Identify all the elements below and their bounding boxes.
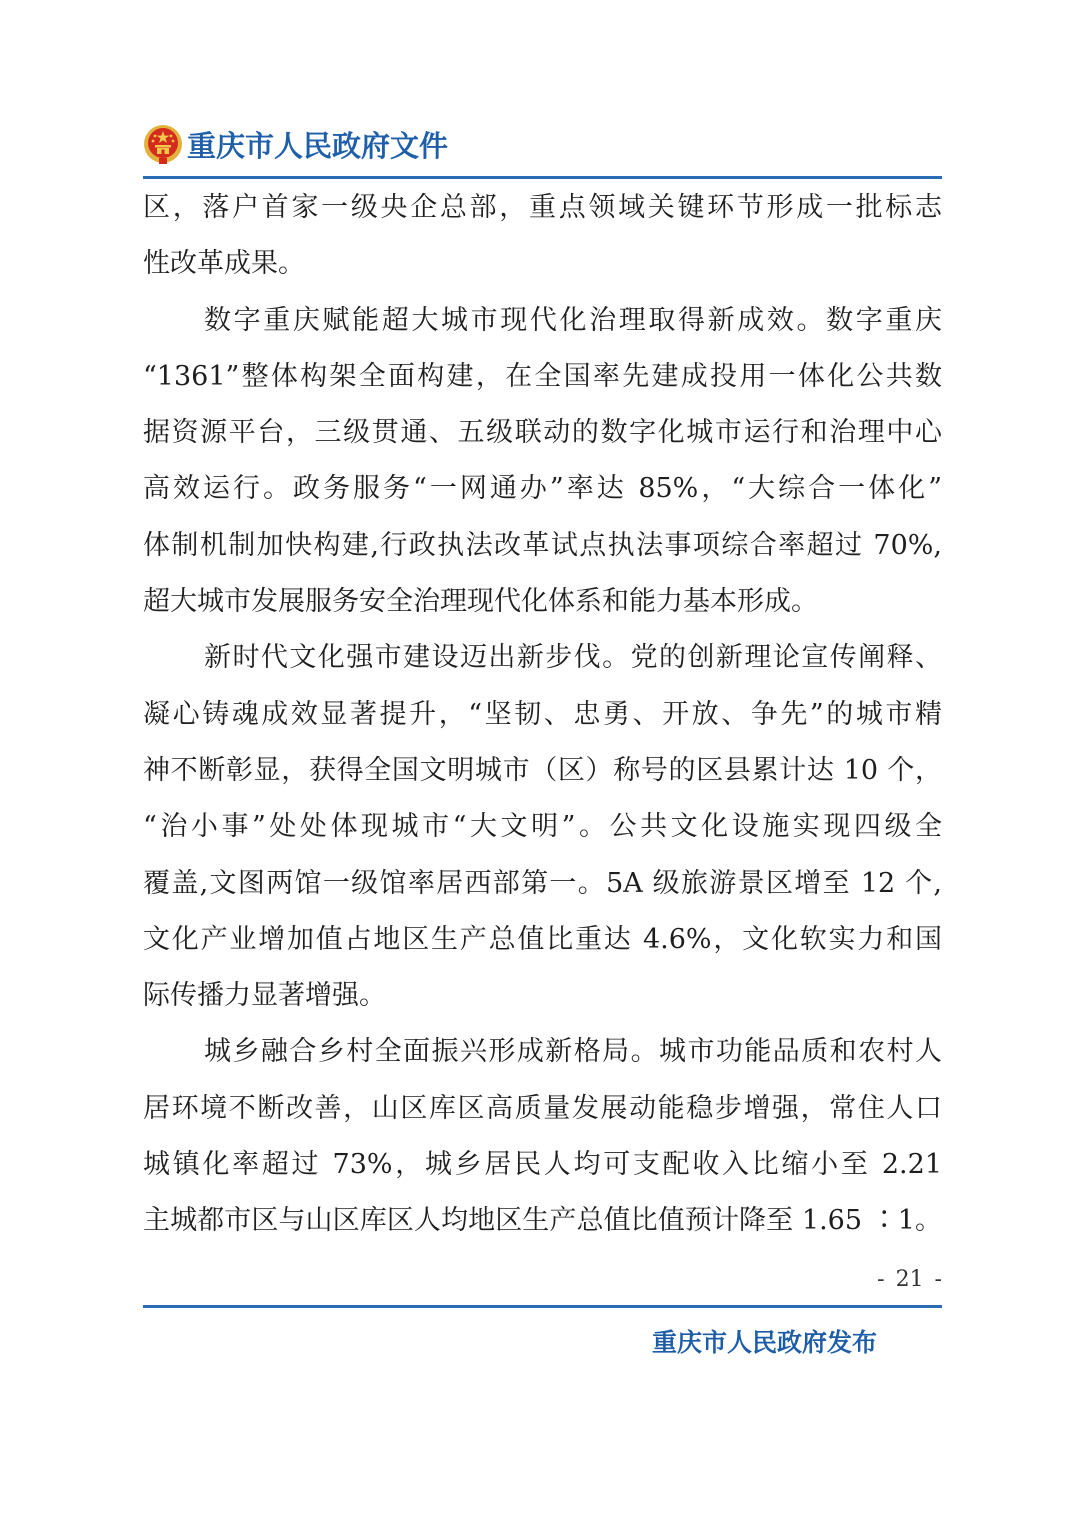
- text-line: “1361”整体构架全面构建，在全国率先建成投用一体化公共数: [143, 360, 942, 392]
- page-number: - 21 -: [877, 1267, 942, 1292]
- text-line: 覆盖,文图两馆一级馆率居西部第一。5A 级旅游景区增至 12 个,: [143, 867, 942, 899]
- paragraph: [143, 293, 942, 631]
- text-line: 际传播力显著增强。: [143, 980, 386, 1012]
- text-line: 新时代文化强市建设迈出新步伐。党的创新理论宣传阐释、: [204, 642, 942, 674]
- text-line: 主城都市区与山区库区人均地区生产总值比值预计降至 1.65 ∶1。: [143, 1205, 942, 1237]
- national-emblem-icon: [143, 124, 183, 166]
- text-line: 超大城市发展服务安全治理现代化体系和能力基本形成。: [143, 586, 818, 618]
- document-body: [143, 180, 942, 1250]
- text-line: “治小事”处处体现城市“大文明”。公共文化设施实现四级全: [143, 811, 942, 843]
- paragraph: [143, 1024, 942, 1249]
- text-line: 凝心铸魂成效显著提升，“坚韧、忠勇、开放、争先”的城市精: [143, 698, 942, 730]
- text-line: 性改革成果。: [143, 248, 305, 280]
- text-line: 数字重庆赋能超大城市现代化治理取得新成效。数字重庆: [204, 304, 942, 336]
- text-line: 神不断彰显，获得全国文明城市（区）称号的区县累计达 10 个，: [143, 754, 942, 786]
- footer-publisher: 重庆市人民政府发布: [652, 1328, 878, 1357]
- footer-rule: [143, 1305, 942, 1308]
- paragraph: [143, 630, 942, 1024]
- text-line: 高效运行。政务服务“一网通办”率达 85%，“大综合一体化”: [143, 473, 942, 505]
- text-line: 城镇化率超过 73%，城乡居民人均可支配收入比缩小至 2.21: [143, 1149, 942, 1181]
- header-rule: [143, 176, 942, 179]
- text-line: 区，落户首家一级央企总部，重点领域关键环节形成一批标志: [143, 192, 942, 223]
- text-line: 据资源平台，三级贯通、五级联动的数字化城市运行和治理中心: [143, 417, 942, 449]
- paragraph: [143, 180, 942, 293]
- text-line: 体制机制加快构建,行政执法改革试点执法事项综合率超过 70%,: [143, 529, 942, 561]
- text-line: 文化产业增加值占地区生产总值比重达 4.6%，文化软实力和国: [143, 923, 942, 955]
- text-line: 城乡融合乡村全面振兴形成新格局。城市功能品质和农村人: [204, 1036, 942, 1068]
- document-header-title: 重庆市人民政府文件: [187, 129, 449, 163]
- text-line: 居环境不断改善，山区库区高质量发展动能稳步增强，常住人口: [143, 1092, 942, 1124]
